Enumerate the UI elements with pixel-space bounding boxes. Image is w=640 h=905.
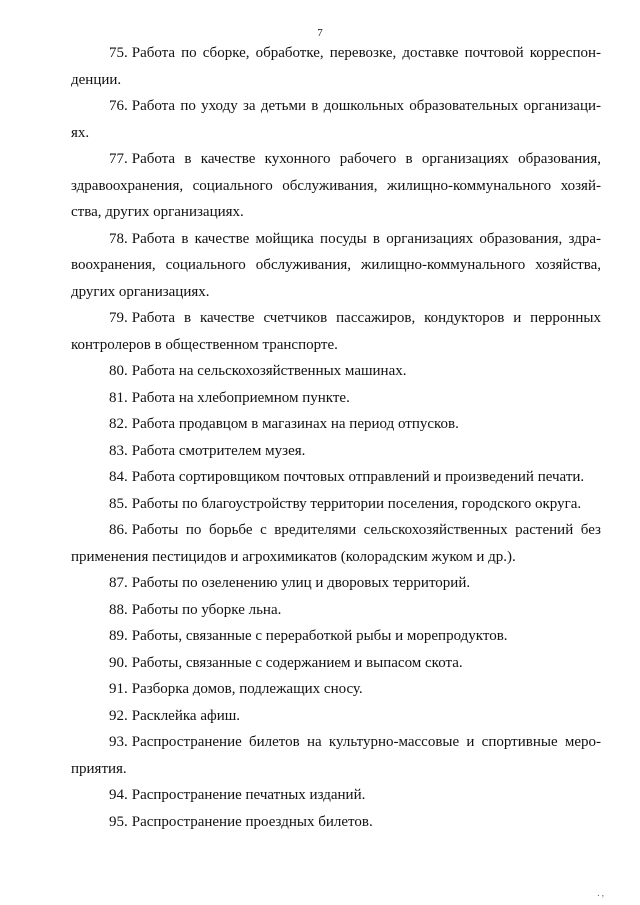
list-item (71, 226, 601, 306)
item-text: Работа по сборке, обработке, перевозке, доставке почтовой корреспонденции. (71, 45, 601, 88)
item-text: Работы по уборке льна. (131, 601, 282, 618)
item-text: Разборка домов, подлежащих сносу. (131, 681, 363, 697)
item-text: Распространение проездных билетов. (131, 813, 373, 830)
item-text: Работа продавцом в магазинах на период отпусков. (131, 416, 459, 432)
item-text: Работа по уходу за детьми в дошкольных образовательных организациях. (71, 98, 601, 141)
item-number: 86. (109, 522, 128, 538)
list-item (71, 40, 601, 93)
item-text: Работы, связанные с содержанием и выпасом скота. (131, 654, 463, 671)
item-number: 89. (109, 628, 128, 644)
item-number: 81. (109, 389, 128, 406)
item-number: 92. (109, 707, 128, 724)
item-number: 78. (109, 230, 128, 247)
item-text: Работа сортировщиком почтовых отправлений и произведений печати. (131, 469, 585, 485)
item-number: 83. (109, 442, 128, 459)
list-item (71, 570, 601, 597)
item-number: 75. (109, 45, 128, 61)
item-number: 87. (109, 575, 128, 591)
list-item (71, 782, 601, 809)
list-item (71, 305, 601, 358)
list-item (71, 385, 601, 412)
list-item (71, 411, 601, 438)
list-item (71, 623, 601, 650)
item-number: 82. (109, 416, 128, 432)
list-item (71, 729, 601, 782)
list-item (71, 464, 601, 491)
list-item (71, 146, 601, 226)
list-item (71, 517, 601, 570)
item-text: Работы по благоустройству территории поселения, городского округа. (131, 495, 582, 512)
item-text: Работа смотрителем музея. (131, 442, 306, 459)
item-text: Работы, связанные с переработкой рыбы и морепродуктов. (131, 628, 508, 644)
scan-mark: . , (597, 888, 604, 898)
list-item (71, 809, 601, 836)
list-item (71, 597, 601, 624)
item-number: 94. (109, 787, 128, 803)
item-text: Работа на хлебоприемном пункте. (131, 389, 350, 406)
item-number: 79. (109, 310, 128, 326)
list-item (71, 676, 601, 703)
list-item (71, 438, 601, 465)
item-number: 77. (109, 151, 128, 167)
item-text: Работы по борьбе с вредителями сельскохозяйственных растений без применения пестицидов и агрохимикатов (колорадским жуком и др.). (71, 522, 601, 565)
item-text: Работа в качестве счетчиков пассажиров, кондукторов и перронных контролеров в общественном транспорте. (71, 310, 601, 353)
item-number: 91. (109, 681, 128, 697)
list-item (71, 93, 601, 146)
item-text: Работа в качестве кухонного рабочего в организациях образования, здравоохранения, социального обслуживания, жилищно-коммунального хозяйства, других организациях. (71, 151, 601, 220)
item-number: 90. (109, 654, 128, 671)
item-number: 93. (109, 734, 128, 750)
item-text: Работы по озеленению улиц и дворовых территорий. (131, 575, 471, 591)
item-text: Расклейка афиш. (131, 707, 241, 724)
list-item (71, 703, 601, 730)
item-text: Работа в качестве мойщика посуды в организациях образования, здравоохранения, социального обслуживания, жилищно-коммунального хозяйства, других организациях. (71, 230, 601, 300)
item-text: Работа на сельскохозяйственных машинах. (131, 363, 407, 379)
item-text: Распространение билетов на культурно-массовые и спортивные мероприятия. (71, 734, 601, 777)
list-item (71, 650, 601, 677)
list-item (71, 491, 601, 518)
page-number: 7 (317, 27, 323, 39)
item-number: 95. (109, 813, 128, 830)
item-number: 85. (109, 495, 128, 512)
document-body (71, 40, 601, 835)
item-number: 80. (109, 363, 128, 379)
item-number: 88. (109, 601, 128, 618)
item-text: Распространение печатных изданий. (131, 787, 366, 803)
item-number: 84. (109, 469, 128, 485)
list-item (71, 358, 601, 385)
item-number: 76. (109, 98, 128, 114)
